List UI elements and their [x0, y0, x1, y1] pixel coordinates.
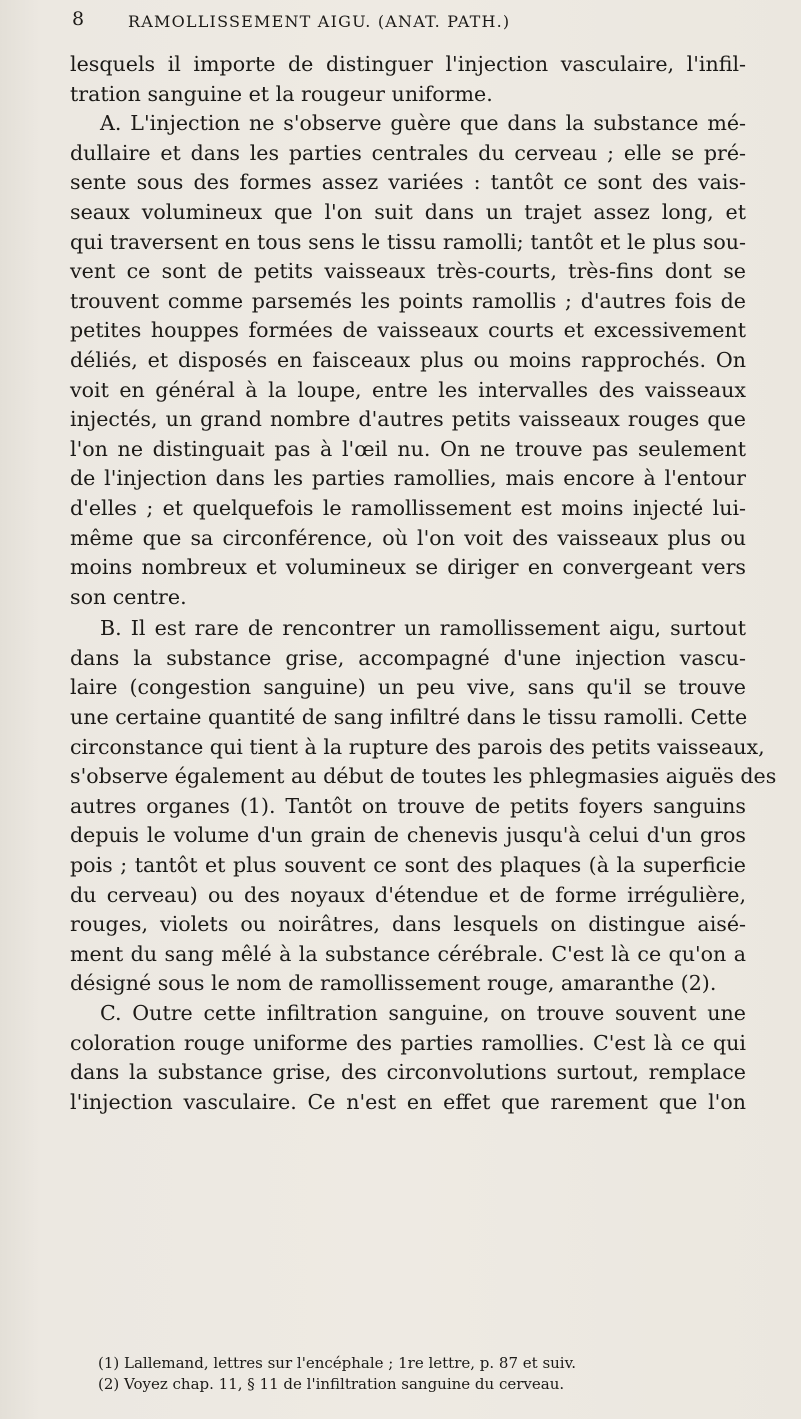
text-line: autres organes (1). Tantôt on trouve de petits foyers sanguins: [70, 793, 746, 818]
text-line: son centre.: [70, 584, 187, 609]
text-line: tration sanguine et la rougeur uniforme.: [70, 81, 493, 106]
text-line: trouvent comme parsemés les points ramollis ; d'autres fois de: [70, 288, 746, 313]
text-line: dullaire et dans les parties centrales du cerveau ; elle se pré-: [70, 140, 746, 165]
footnote-2: (2) Voyez chap. 11, § 11 de l'infiltration sanguine du cerveau.: [98, 1375, 565, 1393]
text-line: circonstance qui tient à la rupture des parois des petits vaisseaux,: [70, 734, 765, 759]
text-line: ment du sang mêlé à la substance cérébrale. C'est là ce qu'on a: [70, 941, 746, 966]
text-line: l'on ne distinguait pas à l'œil nu. On ne trouve pas seulement: [70, 436, 746, 461]
text-line: du cerveau) ou des noyaux d'étendue et de forme irrégulière,: [70, 882, 746, 907]
text-line: A. L'injection ne s'observe guère que dans la substance mé-: [100, 111, 746, 136]
text-line: B. Il est rare de rencontrer un ramollissement aigu, surtout: [100, 616, 746, 641]
text-line: de l'injection dans les parties ramollies, mais encore à l'entour: [70, 466, 746, 491]
text-line: dans la substance grise, des circonvolutions surtout, remplace: [70, 1060, 746, 1085]
text-line: déliés, et disposés en faisceaux plus ou moins rapprochés. On: [70, 347, 746, 372]
text-line: désigné sous le nom de ramollissement rouge, amaranthe (2).: [70, 971, 717, 996]
text-line: qui traversent en tous sens le tissu ramolli; tantôt et le plus sou-: [70, 229, 746, 254]
text-line: moins nombreux et volumineux se diriger en convergeant vers: [70, 555, 746, 580]
text-line: depuis le volume d'un grain de chenevis jusqu'à celui d'un gros: [70, 823, 746, 848]
text-line: vent ce sont de petits vaisseaux très-courts, très-fins dont se: [70, 259, 746, 284]
text-line: laire (congestion sanguine) un peu vive, sans qu'il se trouve: [70, 675, 746, 700]
text-line: pois ; tantôt et plus souvent ce sont des plaques (à la superficie: [70, 853, 746, 878]
paragraph-b-infiltration: [70, 614, 777, 999]
text-line: une certaine quantité de sang infiltré dans le tissu ramolli. Cette: [70, 705, 748, 730]
text-line: petites houppes formées de vaisseaux courts et excessivement: [70, 318, 746, 343]
running-title: RAMOLLISSEMENT AIGU. (ANAT. PATH.): [128, 12, 511, 31]
text-line: l'injection vasculaire. Ce n'est en effet que rarement que l'on: [70, 1089, 746, 1114]
page-number: 8: [72, 8, 85, 30]
text-line: lesquels il importe de distinguer l'injection vasculaire, l'infil-: [70, 52, 746, 76]
text-line: voit en général à la loupe, entre les intervalles des vaisseaux: [70, 377, 746, 402]
paragraph-intro: [70, 50, 746, 109]
text-line: d'elles ; et quelquefois le ramollissement est moins injecté lui-: [70, 495, 746, 520]
body-text: [70, 50, 777, 1117]
paragraph-a-injection: [70, 109, 746, 612]
footnotes: [70, 1353, 746, 1395]
text-line: seaux volumineux que l'on suit dans un trajet assez long, et: [70, 199, 746, 224]
paragraph-c-coloration: [70, 999, 746, 1117]
text-line: s'observe également au début de toutes les phlegmasies aiguës des: [70, 764, 777, 789]
footnote-1: (1) Lallemand, lettres sur l'encéphale ; 1re lettre, p. 87 et suiv.: [98, 1354, 577, 1372]
text-line: coloration rouge uniforme des parties ramollies. C'est là ce qui: [70, 1030, 746, 1055]
text-line: dans la substance grise, accompagné d'une injection vascu-: [70, 645, 746, 670]
text-line: injectés, un grand nombre d'autres petits vaisseaux rouges que: [70, 407, 746, 432]
text-line: sente sous des formes assez variées : tantôt ce sont des vais-: [70, 170, 746, 195]
text-line: C. Outre cette infiltration sanguine, on trouve souvent une: [100, 1001, 746, 1025]
text-line: même que sa circonférence, où l'on voit des vaisseaux plus ou: [70, 525, 746, 550]
text-line: rouges, violets ou noirâtres, dans lesquels on distingue aisé-: [70, 912, 746, 937]
